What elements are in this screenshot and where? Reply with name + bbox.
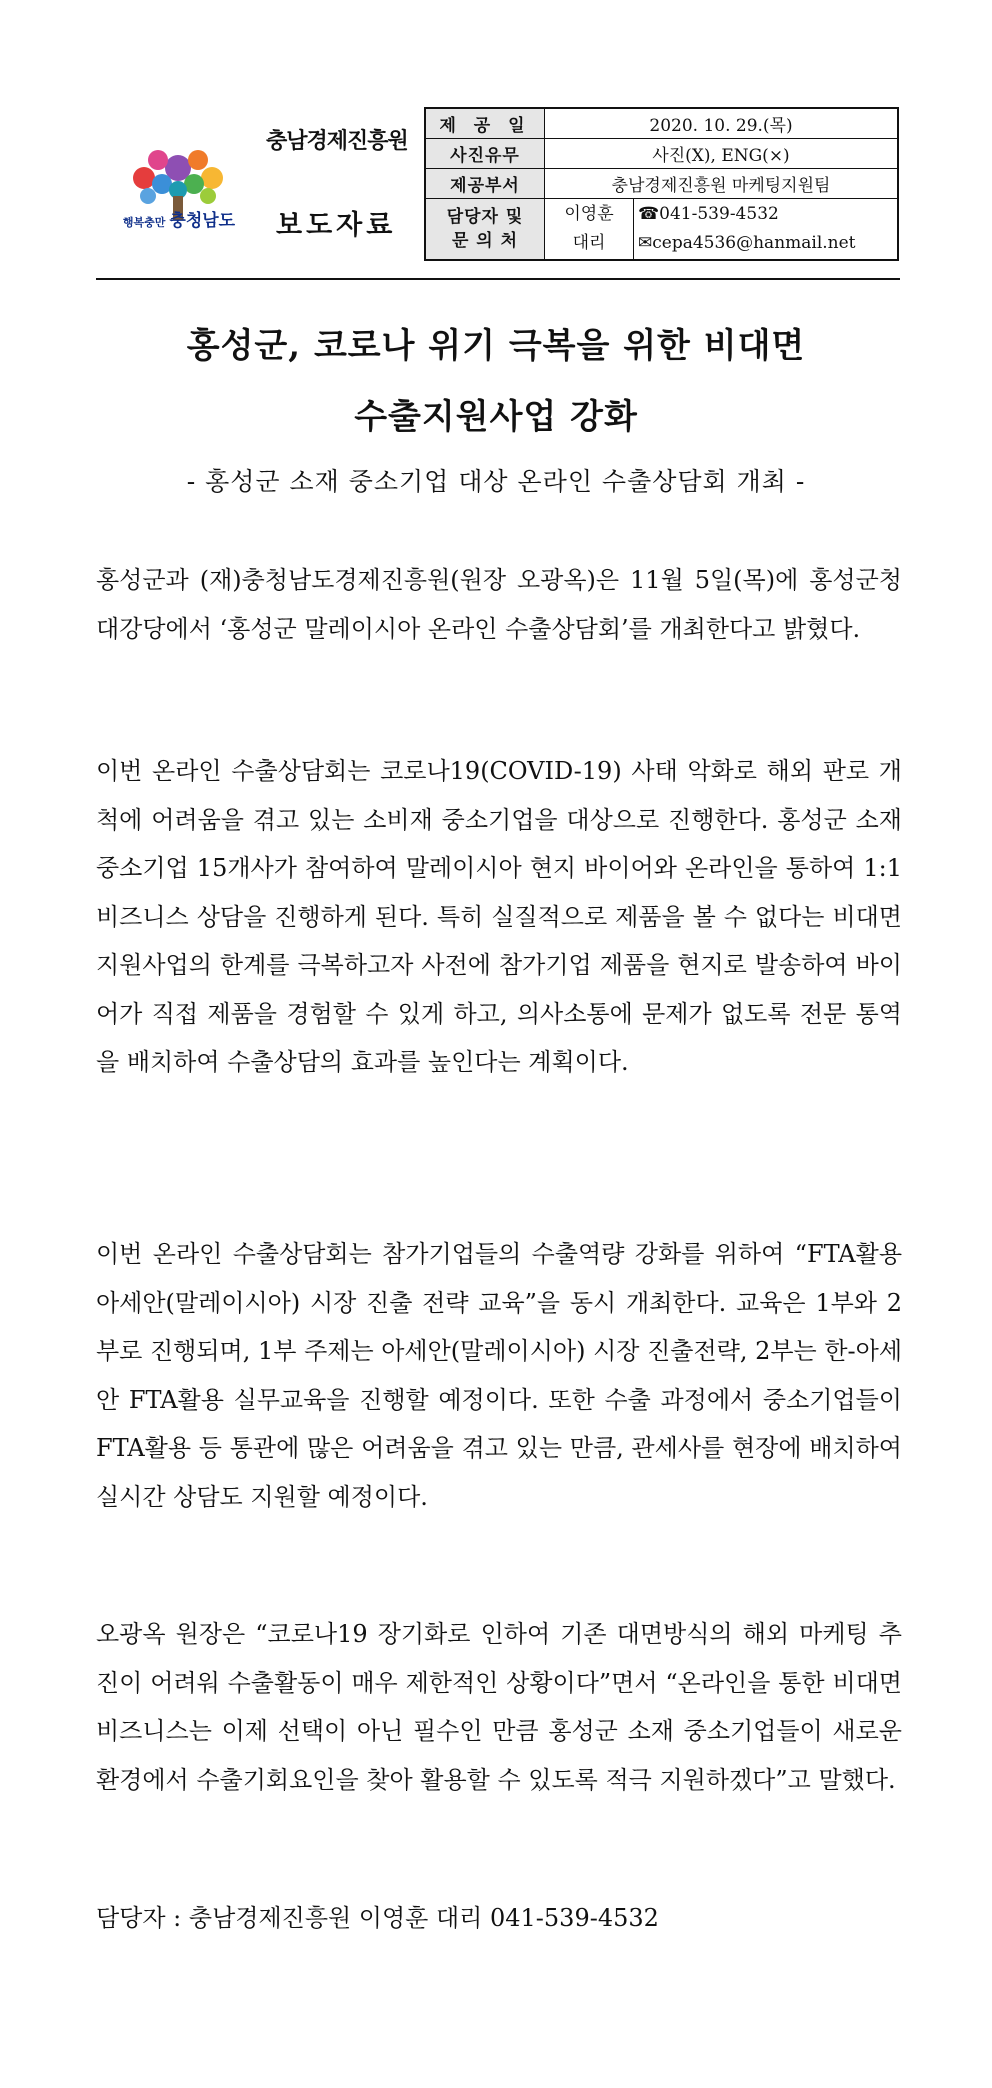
body-paragraph-1: 홍성군과 (재)충청남도경제진흥원(원장 오광옥)은 11월 5일(목)에 홍성군청 대강당에서 ‘홍성군 말레이시아 온라인 수출상담회’를 개최한다고 밝혔다. xyxy=(96,566,902,643)
dept-label: 제공부서 xyxy=(425,169,545,199)
headline-line2: 수출지원사업 강화 xyxy=(354,397,638,437)
release-info-table xyxy=(424,107,899,261)
photo-value: 사진(X), ENG(×) xyxy=(545,139,899,169)
contact-label xyxy=(425,199,545,261)
date-label: 제 공 일 xyxy=(425,108,545,139)
subheadline: - 홍성군 소재 중소기업 대상 온라인 수출상담회 개최 - xyxy=(186,467,806,496)
table-row xyxy=(425,108,898,139)
headline-line1: 홍성군, 코로나 위기 극복을 위한 비대면 xyxy=(186,326,806,366)
dept-value: 충남경제진흥원 마케팅지원팀 xyxy=(545,169,899,199)
photo-label: 사진유무 xyxy=(425,139,545,169)
doc-type-label: 보도자료 xyxy=(276,210,397,241)
logo-region: 충청남도 xyxy=(169,211,236,231)
contact-footer: 담당자 : 충남경제진흥원 이영훈 대리 041-539-4532 xyxy=(96,1904,659,1932)
contact-name: 이영훈 xyxy=(564,204,614,224)
contact-person xyxy=(545,199,634,261)
table-row xyxy=(425,169,898,199)
body-paragraph-2: 이번 온라인 수출상담회는 코로나19(COVID-19) 사태 악화로 해외 판로 개척에 어려움을 겪고 있는 소비재 중소기업을 대상으로 진행한다. 홍성군 소재 중소기업 15개사가 참여하여 말레이시아 현지 바이어와 온라인을 통하여 1:1 비즈니스 상담을 진행하게 된다. 특히 실질적으로 제품을 볼 수 없다는 비대면 지원사업의 한계를 극복하고자 사전에 참가기업 제품을 현지로 발송하여 바이어가 직접 제품을 경험할 수 있게 하고, 의사소통에 문제가 없도록 전문 통역을 배치하여 수출상담의 효과를 높인다는 계획이다. xyxy=(96,757,902,1076)
logo-slogan: 행복충만 xyxy=(122,216,166,229)
header-divider xyxy=(96,278,900,280)
body-paragraph-4: 오광옥 원장은 “코로나19 장기화로 인하여 기존 대면방식의 해외 마케팅 추진이 어려워 수출활동이 매우 제한적인 상황이다”면서 “온라인을 통한 비대면 비즈니스는 이제 선택이 아닌 필수인 만큼 홍성군 소재 중소기업들이 새로운 환경에서 수출기회요인을 찾아 활용할 수 있도록 적극 지원하겠다”고 말했다. xyxy=(96,1620,902,1794)
logo-text xyxy=(104,206,254,231)
date-value: 2020. 10. 29.(목) xyxy=(545,108,899,139)
table-row xyxy=(425,199,898,261)
contact-label-line2: 문 의 처 xyxy=(451,231,519,251)
email-address[interactable]: ✉cepa4536@hanmail.net xyxy=(638,233,856,253)
contact-title: 대리 xyxy=(572,233,606,253)
contact-details xyxy=(634,199,899,261)
table-row xyxy=(425,139,898,169)
body-paragraph-3: 이번 온라인 수출상담회는 참가기업들의 수출역량 강화를 위하여 “FTA활용 아세안(말레이시아) 시장 진출 전략 교육”을 동시 개최한다. 교육은 1부와 2부로 진행되며, 1부 주제는 아세안(말레이시아) 시장 진출전략, 2부는 한-아세안 FTA활용 실무교육을 진행할 예정이다. 또한 수출 과정에서 중소기업들이 FTA활용 등 통관에 많은 어려움을 겪고 있는 만큼, 관세사를 현장에 배치하여 실시간 상담도 지원할 예정이다. xyxy=(96,1240,902,1511)
phone-number: ☎041-539-4532 xyxy=(638,204,779,224)
org-name: 충남경제진흥원 xyxy=(266,128,408,154)
contact-label-line1: 담당자 및 xyxy=(446,207,524,227)
